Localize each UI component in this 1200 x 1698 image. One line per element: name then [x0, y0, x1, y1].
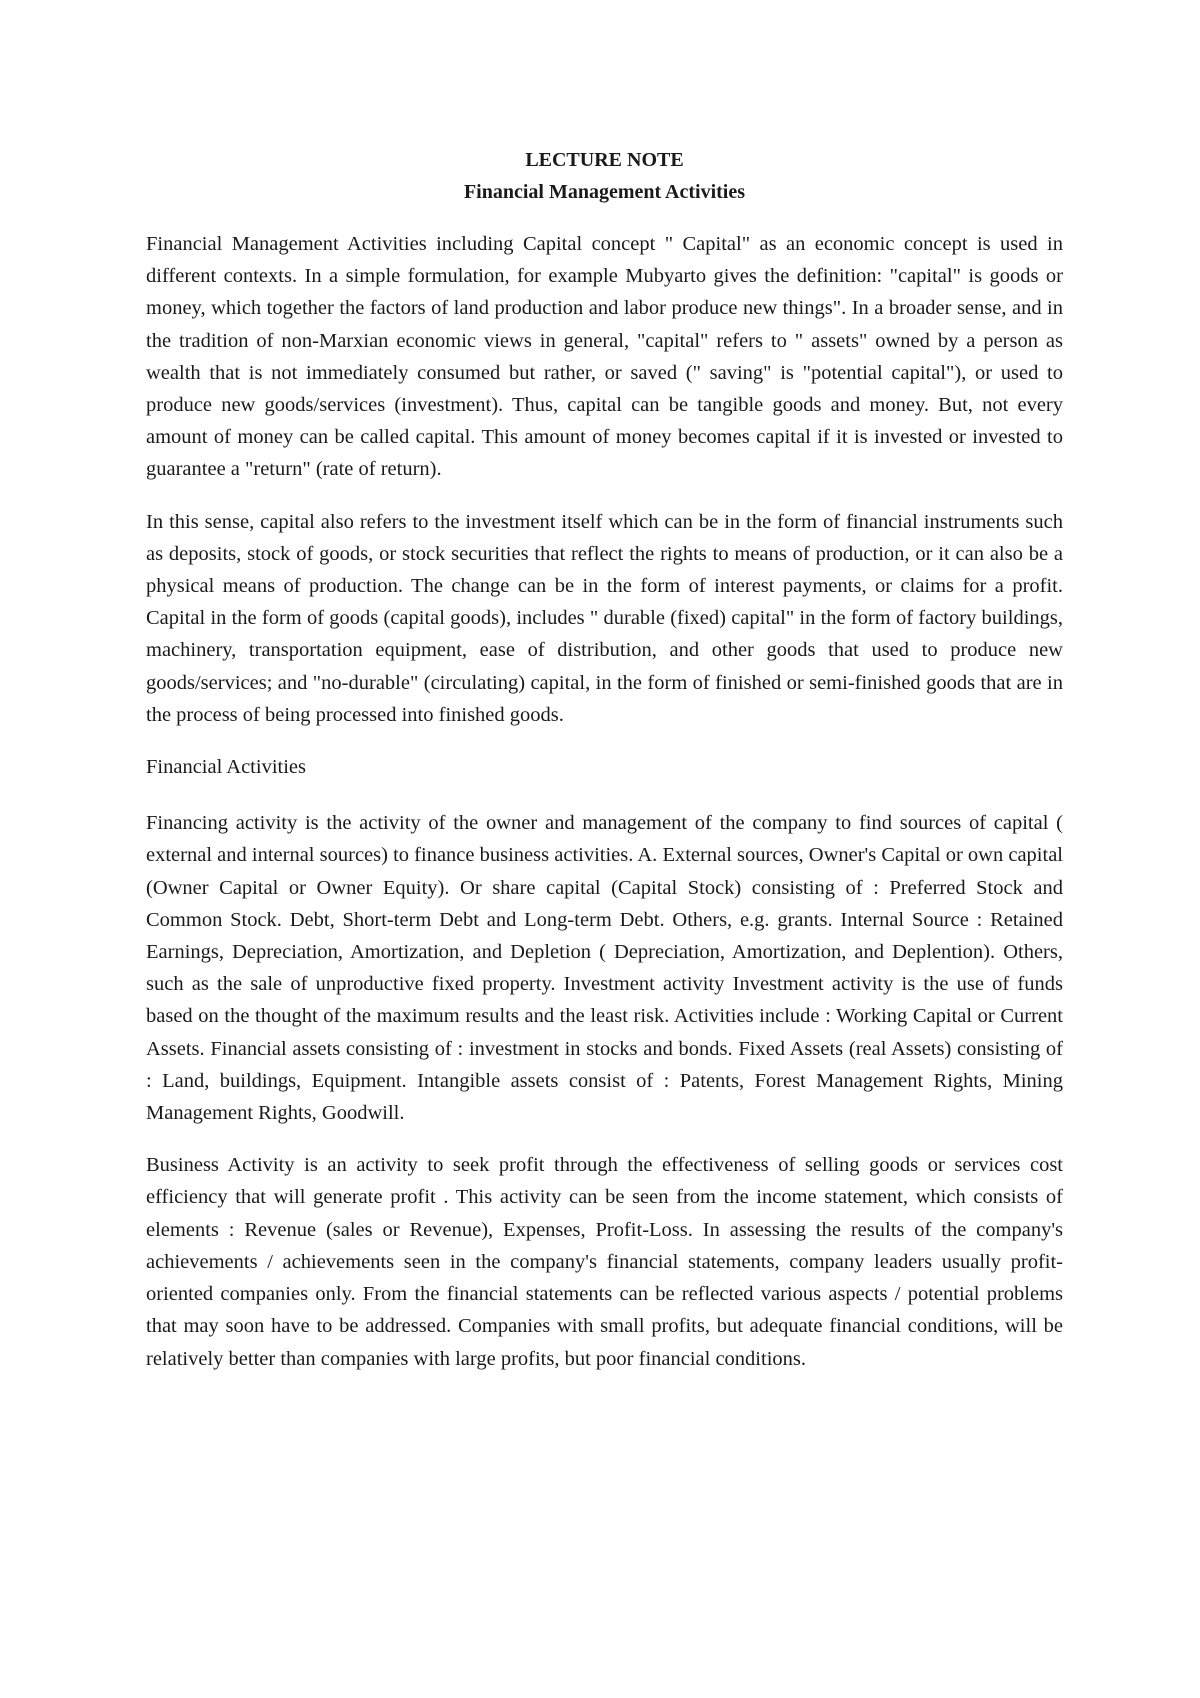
document-subtitle: Financial Management Activities: [463, 181, 746, 203]
paragraph-business-activity: Business Activity is an activity to seek profit through the effectiveness of selling goods or services cost efficiency that will generate profit . This activity can be seen from the income statement, which consists of elements : Revenue (sales or Revenue), Expenses, Profit-Loss. In assessing the results of the company's achievements / achievements seen in the company's financial statements, company leaders usually profit-oriented companies only. From the financial statements can be reflected various aspects / potential problems that may soon have to be addressed. Companies with small profits, but adequate financial conditions, will be relatively better than companies with large profits, but poor financial conditions.: [146, 1154, 1063, 1370]
document-title: LECTURE NOTE: [525, 149, 684, 171]
paragraph-capital-investment: In this sense, capital also refers to the investment itself which can be in the form of financial instruments such as deposits, stock of goods, or stock securities that reflect the rights to means of production, or it can also be a physical means of production. The change can be in the form of interest payments, or claims for a profit. Capital in the form of goods (capital goods), includes " durable (fixed) capital" in the form of factory buildings, machinery, transportation equipment, ease of distribution, and other goods that used to produce new goods/services; and "no-durable" (circulating) capital, in the form of finished or semi-finished goods that are in the process of being processed into finished goods.: [146, 510, 1063, 726]
section-heading-financial-activities: Financial Activities: [146, 756, 306, 779]
document-body: [146, 144, 1063, 1395]
paragraph-financing-activity: Financing activity is the activity of the owner and management of the company to find sources of capital ( external and internal sources) to finance business activities. A. External sources, Owner's Capital or own capital (Owner Capital or Owner Equity). Or share capital (Capital Stock) consisting of : Preferred Stock and Common Stock. Debt, Short-term Debt and Long-term Debt. Others, e.g. grants. Internal Source : Retained Earnings, Depreciation, Amortization, and Depletion ( Depreciation, Amortization, and Deplention). Others, such as the sale of unproductive fixed property. Investment activity Investment activity is the use of funds based on the thought of the maximum results and the least risk. Activities include : Working Capital or Current Assets. Financial assets consisting of : investment in stocks and bonds. Fixed Assets (real Assets) consisting of : Land, buildings, Equipment. Intangible assets consist of : Patents, Forest Management Rights, Mining Management Rights, Goodwill.: [146, 812, 1063, 1125]
paragraph-capital-concept: Financial Management Activities including Capital concept " Capital" as an economic concept is used in different contexts. In a simple formulation, for example Mubyarto gives the definition: "capital" is goods or money, which together the factors of land production and labor produce new things". In a broader sense, and in the tradition of non-Marxian economic views in general, "capital" refers to " assets" owned by a person as wealth that is not immediately consumed but rather, or saved (" saving" is "potential capital"), or used to produce new goods/services (investment). Thus, capital can be tangible goods and money. But, not every amount of money can be called capital. This amount of money becomes capital if it is invested or invested to guarantee a "return" (rate of return).: [146, 233, 1063, 481]
